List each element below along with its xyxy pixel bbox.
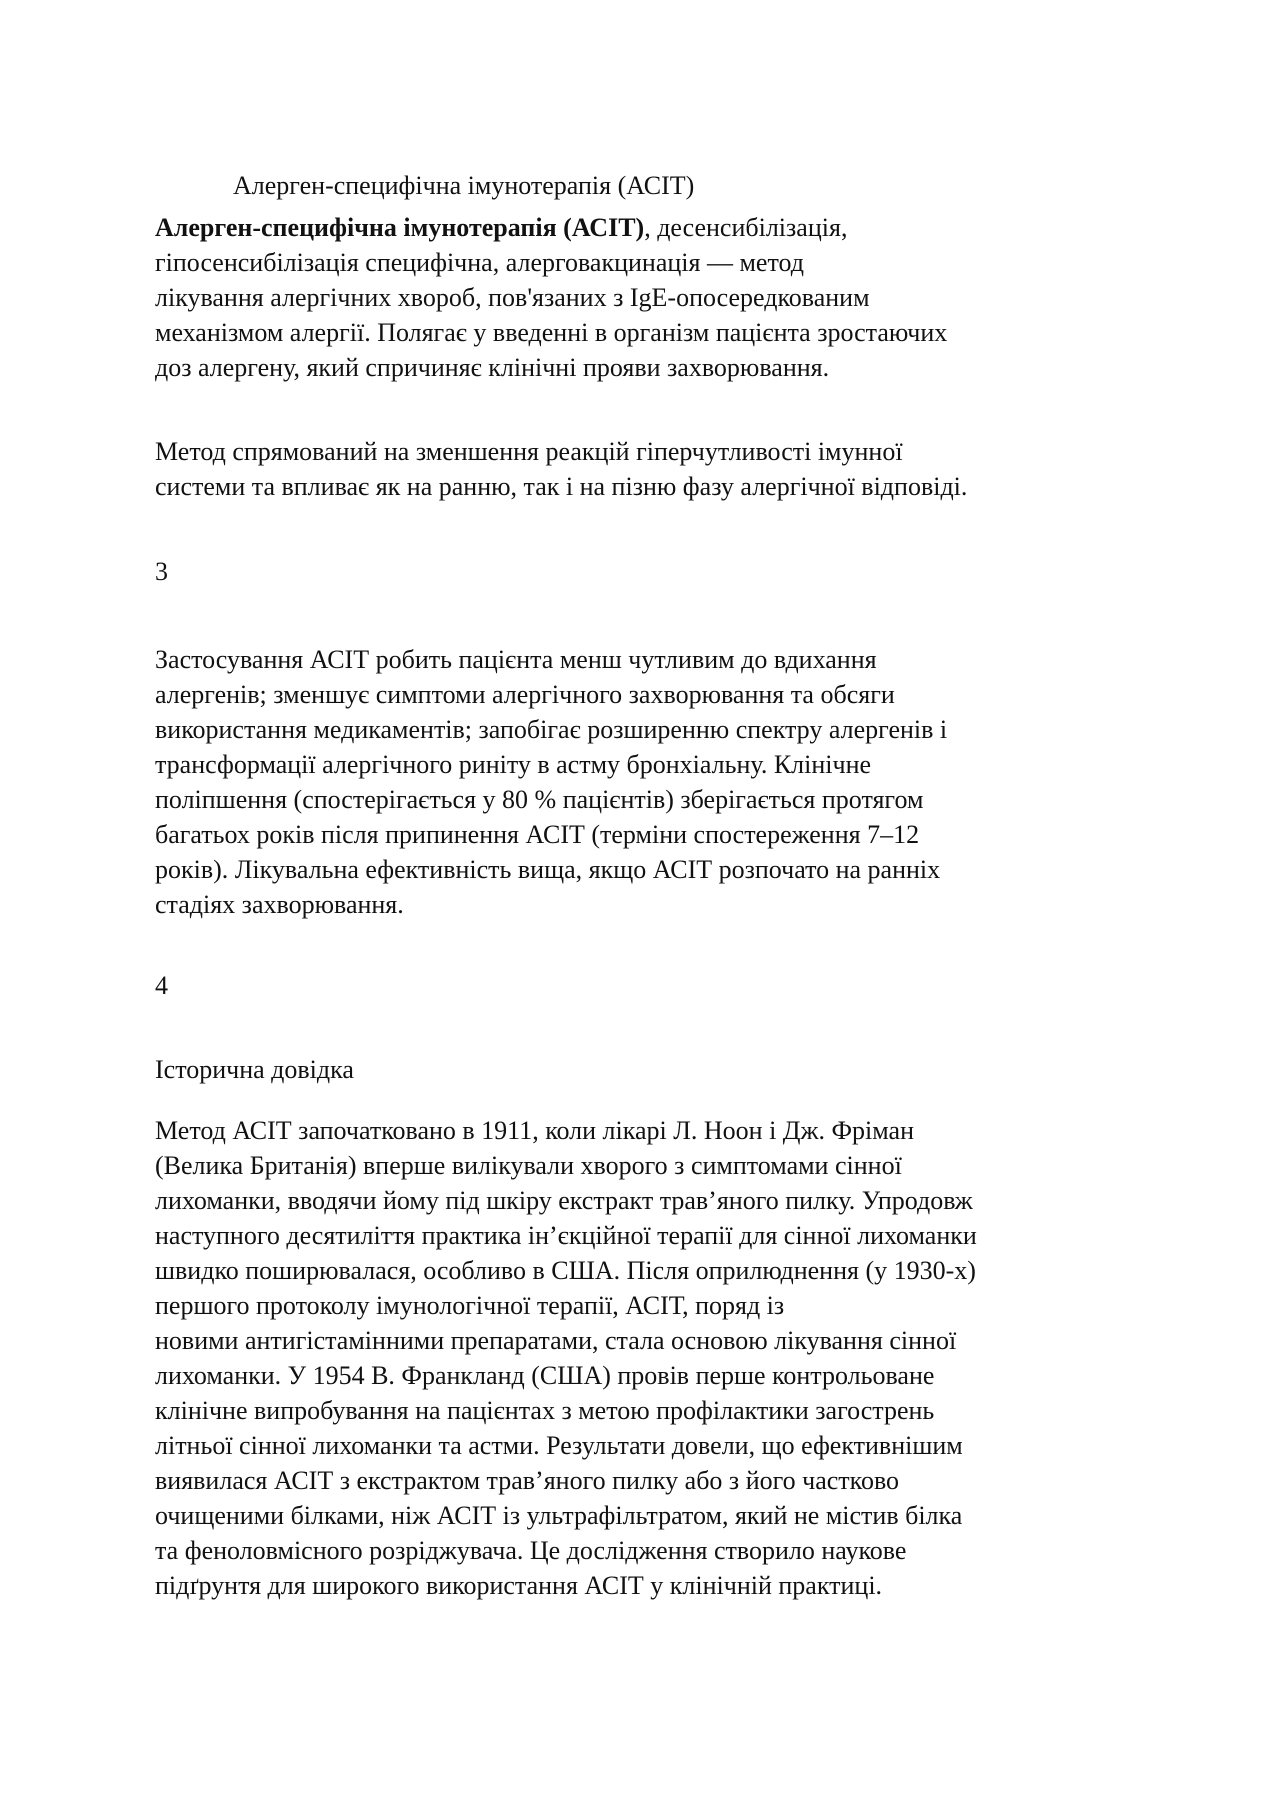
intro-line: лікування алергічних хвороб, пов'язаних з IgE-опосередкованим	[155, 283, 870, 312]
intro-bold-term: Алерген-специфічна імунотерапія (АСІТ)	[155, 213, 645, 242]
paragraph-line: поліпшення (спостерігається у 80 % пацієнтів) зберігається протягом	[155, 785, 924, 814]
intro-line: гіпосенсибілізація специфічна, алерговакцинація — метод	[155, 248, 804, 277]
intro-paragraph	[155, 210, 1135, 385]
document-title	[233, 168, 1033, 203]
title-text: Алерген-специфічна імунотерапія (АСІТ)	[233, 171, 695, 200]
paragraph-line: першого протоколу імунологічної терапії, АСІТ, поряд із	[155, 1291, 785, 1320]
paragraph-line: Застосування АСІТ робить пацієнта менш чутливим до вдихання	[155, 645, 877, 674]
paragraph-line: швидко поширювалася, особливо в США. Після оприлюднення (у 1930-х)	[155, 1256, 976, 1285]
paragraph-line: багатьох років після припинення АСІТ (терміни спостереження 7–12	[155, 820, 920, 849]
section-number-text: 3	[155, 557, 168, 586]
paragraph-line: трансформації алергічного риніту в астму бронхіальну. Клінічне	[155, 750, 872, 779]
intro-line: доз алергену, який спричиняє клінічні прояви захворювання.	[155, 353, 830, 382]
section-number-3	[155, 554, 1135, 589]
paragraph-line: виявилася АСІТ з екстрактом трав’яного пилку або з його частково	[155, 1466, 900, 1495]
paragraph-line: лихоманки, вводячи йому під шкіру екстракт трав’яного пилку. Упродовж	[155, 1186, 973, 1215]
intro-line: механізмом алергії. Полягає у введенні в організм пацієнта зростаючих	[155, 318, 948, 347]
paragraph-line: (Велика Британія) вперше вилікували хворого з симптомами сінної	[155, 1151, 902, 1180]
paragraph-history	[155, 1113, 1135, 1603]
paragraph-mechanism	[155, 434, 1135, 504]
paragraph-line: Метод спрямований на зменшення реакцій гіперчутливості імунної	[155, 437, 903, 466]
section-number-4	[155, 968, 1135, 1003]
paragraph-line: підґрунтя для широкого використання АСІТ у клінічній практиці.	[155, 1571, 883, 1600]
intro-line	[155, 210, 1135, 245]
paragraph-line: років). Лікувальна ефективність вища, якщо АСІТ розпочато на ранніх	[155, 855, 941, 884]
paragraph-line: системи та впливає як на ранню, так і на пізню фазу алергічної відповіді.	[155, 472, 968, 501]
section-number-text: 4	[155, 971, 168, 1000]
paragraph-line: очищеними білками, ніж АСІТ із ультрафільтратом, який не містив білка	[155, 1501, 963, 1530]
paragraph-line: алергенів; зменшує симптоми алергічного захворювання та обсяги	[155, 680, 895, 709]
paragraph-line: стадіях захворювання.	[155, 890, 404, 919]
intro-line1-rest: , десенсибілізація,	[644, 213, 848, 242]
paragraph-benefits	[155, 642, 1135, 922]
paragraph-line: клінічне випробування на пацієнтах з метою профілактики загострень	[155, 1396, 935, 1425]
paragraph-line: новими антигістамінними препаратами, стала основою лікування сінної	[155, 1326, 957, 1355]
paragraph-line: використання медикаментів; запобігає розширенню спектру алергенів і	[155, 715, 948, 744]
paragraph-line: наступного десятиліття практика ін’єкційної терапії для сінної лихоманки	[155, 1221, 977, 1250]
history-heading-text: Історична довідка	[155, 1055, 354, 1084]
paragraph-line: лихоманки. У 1954 В. Франкланд (США) провів перше контрольоване	[155, 1361, 935, 1390]
history-heading	[155, 1052, 1135, 1087]
paragraph-line: літньої сінної лихоманки та астми. Результати довели, що ефективнішим	[155, 1431, 963, 1460]
paragraph-line: та феноловмісного розріджувача. Це дослідження створило наукове	[155, 1536, 907, 1565]
paragraph-line: Метод АСІТ започатковано в 1911, коли лікарі Л. Ноон і Дж. Фріман	[155, 1116, 915, 1145]
